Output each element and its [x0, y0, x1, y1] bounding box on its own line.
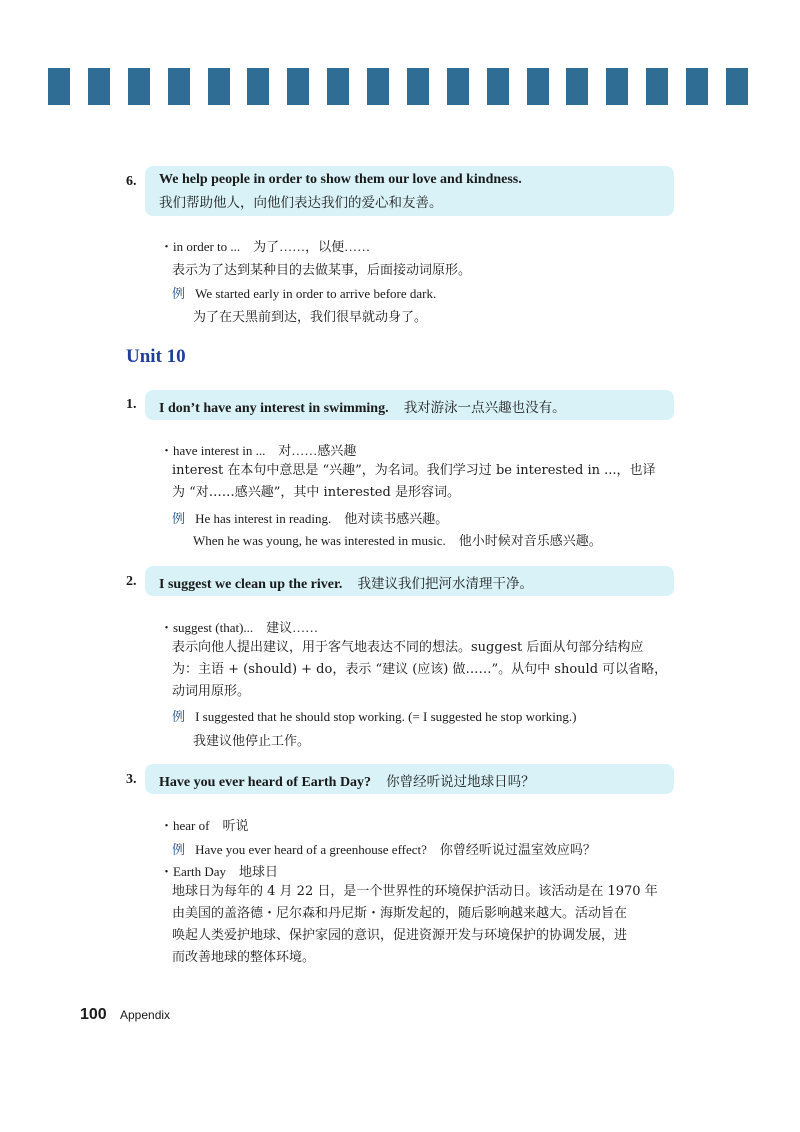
header-stripe-bar	[48, 68, 748, 105]
header-stripe	[48, 68, 70, 105]
sentence-chinese: 我们帮助他人，向他们表达我们的爱心和友善。	[159, 195, 443, 211]
header-stripe	[287, 68, 309, 105]
note-line: 唤起人类爱护地球、保护家园的意识，促进资源开发与环境保护的协调发展，进	[172, 928, 628, 943]
note-line: 地球日为每年的 4 月 22 日，是一个世界性的环境保护活动日。该活动是在 1970 年	[172, 884, 658, 899]
sentence-chinese: 我建议我们把河水清理干净。	[357, 576, 534, 592]
point-heading: ・in order to ... 为了……，以便……	[160, 239, 371, 254]
sentence-number: 1.	[126, 397, 137, 412]
header-stripe	[527, 68, 549, 105]
example-mark: 例	[172, 287, 186, 302]
sentence-box	[145, 390, 674, 420]
sentence-number: 3.	[126, 772, 137, 787]
note-line: 为 “对……感兴趣”，其中 interested 是形容词。	[172, 485, 460, 500]
example-text: Have you ever heard of a greenhouse effect? 你曾经听说过温室效应吗？	[195, 842, 596, 857]
page-number: 100	[80, 1006, 107, 1023]
sentence-box	[145, 764, 674, 794]
sentence-box	[145, 566, 674, 596]
note-line: 表示向他人提出建议，用于客气地表达不同的想法。suggest 后面从句部分结构应	[172, 640, 644, 655]
note-line: 动词用原形。	[172, 684, 251, 699]
example-line	[172, 706, 577, 725]
header-stripe	[606, 68, 628, 105]
note-line: 为：主语 + (should) + do，表示 “建议 (应该) 做……”。从句中 should 可以省略，	[172, 662, 668, 677]
header-stripe	[367, 68, 389, 105]
example-mark: 例	[172, 512, 186, 527]
sentence-english: Have you ever heard of Earth Day?	[159, 775, 372, 790]
point-note	[172, 637, 682, 703]
header-stripe	[686, 68, 708, 105]
point-note: 表示为了达到某种目的去做某事，后面接动词原形。	[172, 263, 472, 278]
sentence-chinese: 我对游泳一点兴趣也没有。	[403, 400, 566, 416]
header-stripe	[447, 68, 469, 105]
header-stripe	[168, 68, 190, 105]
header-stripe	[247, 68, 269, 105]
header-stripe	[407, 68, 429, 105]
example-mark: 例	[172, 710, 186, 725]
header-stripe	[327, 68, 349, 105]
point-heading: ・hear of 听说	[160, 818, 249, 833]
sentence-english: We help people in order to show them our love and kindness.	[159, 172, 522, 187]
header-stripe	[646, 68, 668, 105]
example-text: When he was young, he was interested in music. 他小时候对音乐感兴趣。	[193, 533, 602, 548]
note-line: 而改善地球的整体环境。	[172, 950, 316, 965]
example-line	[172, 283, 436, 302]
sentence-chinese: 你曾经听说过地球日吗？	[386, 774, 535, 790]
note-line: 由美国的盖洛德・尼尔森和丹尼斯・海斯发起的，随后影响越来越大。活动旨在	[172, 906, 628, 921]
sentence-box	[145, 166, 674, 216]
example-english: We started early in order to arrive before dark.	[195, 286, 437, 301]
point-heading: ・Earth Day 地球日	[160, 864, 279, 879]
sentence-number: 6.	[126, 174, 137, 189]
header-stripe	[487, 68, 509, 105]
sentence-english: I don’t have any interest in swimming.	[159, 401, 389, 416]
example-chinese: 为了在天黑前到达，我们很早就动身了。	[193, 310, 428, 325]
sentence-english: I suggest we clean up the river.	[159, 577, 343, 592]
sentence-number: 2.	[126, 574, 137, 589]
header-stripe	[128, 68, 150, 105]
example-text: He has interest in reading. 他对读书感兴趣。	[195, 511, 449, 526]
header-stripe	[88, 68, 110, 105]
point-note	[172, 460, 682, 504]
header-stripe	[208, 68, 230, 105]
header-stripe	[566, 68, 588, 105]
header-stripe	[726, 68, 748, 105]
point-heading: ・have interest in ... 对……感兴趣	[160, 443, 357, 458]
example-english: I suggested that he should stop working. (= I suggested he stop working.)	[195, 709, 577, 724]
unit-title: Unit 10	[126, 346, 186, 367]
footer-label: Appendix	[120, 1008, 171, 1022]
example-mark: 例	[172, 843, 186, 858]
point-heading: ・suggest (that)... 建议……	[160, 620, 319, 635]
example-line	[172, 508, 448, 527]
example-chinese: 我建议他停止工作。	[193, 734, 311, 749]
note-line: interest 在本句中意思是 “兴趣”，为名词。我们学习过 be interested in ...，也译	[172, 463, 656, 478]
example-line	[172, 839, 596, 858]
point-note	[172, 881, 682, 969]
